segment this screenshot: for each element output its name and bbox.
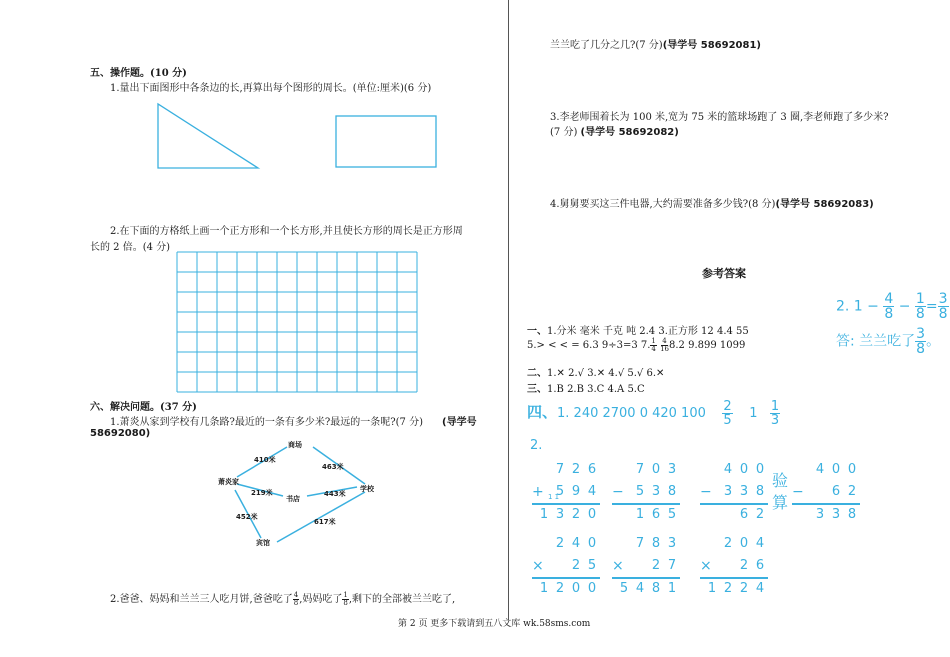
calc-top-row: 2 0 4	[723, 536, 765, 551]
question-6-4: 4.舅舅要买这三件电器,大约需要准备多少钱?(8 分)(导学号 58692083)	[550, 199, 874, 210]
calc-operator: −	[700, 484, 712, 500]
calc-result-row: 1 2 2 4	[707, 581, 765, 596]
calc-line	[612, 503, 680, 505]
map-distance-410: 410米	[254, 456, 276, 464]
triangle-figure	[158, 104, 258, 168]
calc-middle-row: 2 5	[571, 558, 597, 573]
map-mall: 商场	[288, 441, 302, 449]
calc-top-row: 2 4 0	[555, 536, 597, 551]
map-distance-443: 443米	[324, 490, 346, 498]
calc-carry: 1 1	[548, 493, 560, 501]
question-5-1: 1.量出下面图形中各条边的长,再算出每个图形的周长。(单位:厘米)(6 分)	[110, 83, 432, 94]
question-6-2: 2.爸爸、妈妈和兰兰三人吃月饼,爸爸吃了 $\frac{4}{8}$ ,妈妈吃了 $\frac{1}{8}$ ,剩下的全部被兰兰吃了,	[110, 591, 456, 607]
question-6-1-guide-b: 58692080)	[90, 428, 151, 439]
calc-line	[532, 577, 600, 579]
answer-1-line1: 一、1.分米 毫米 千克 吨 2.4 3.正方形 12 4.4 55	[527, 326, 749, 337]
question-6-3-line2: (7 分) (导学号 58692082)	[550, 127, 679, 138]
question-6-3-line1: 3.李老师围着长为 100 米,宽为 75 米的篮球场跑了 3 圈,李老师跑了多少米?	[550, 112, 889, 123]
calc-line	[612, 577, 680, 579]
map-distance-617: 617米	[314, 518, 336, 526]
footer: 第 2 页 更多下载请到五八文库 wk.58sms.com	[398, 619, 591, 629]
answer-1-line2: 5.> < < = 6.3 9÷3=3 7. $\frac{1}{4}$ $\frac{4}{16}$ 8.2 9.899 1099	[527, 337, 746, 353]
answer-3: 三、1.B 2.B 3.C 4.A 5.C	[527, 384, 645, 395]
calc-operator: ×	[532, 558, 544, 574]
question-6-1-line1: 1.萧炎从家到学校有几条路?最近的一条有多少米?最远的一条呢?(7 分)	[110, 417, 423, 428]
grid-paper	[175, 250, 421, 395]
calc-line	[700, 503, 768, 505]
calc-top-row: 7 0 3	[635, 462, 677, 477]
calc-middle-row: 5 9 4	[555, 484, 597, 499]
map-distance-463: 463米	[322, 463, 344, 471]
calc-top-row: 7 8 3	[635, 536, 677, 551]
check-label: 验算	[772, 471, 789, 512]
rectangle-figure	[336, 116, 436, 167]
calc-result-row: 6 2	[739, 507, 765, 522]
calc-line	[700, 577, 768, 579]
answer-4-line1: 四、1. 240 2700 0 420 100 $\frac{2}{5}$ 1 $\frac{1}{3}$	[527, 399, 780, 428]
calc-top-row: 7 2 6	[555, 462, 597, 477]
question-5-2-line1: 2.在下面的方格纸上画一个正方形和一个长方形,并且使长方形的周长是正方形周	[110, 226, 463, 237]
section-6-title: 六、解决问题。(37 分)	[90, 402, 197, 413]
fraction-2-5: $\frac{2}{5}$	[723, 399, 732, 428]
calc-middle-row: 5 3 8	[635, 484, 677, 499]
calc-middle-row: 6 2	[831, 484, 857, 499]
side-answer-text: 答: 兰兰吃了 $\frac{3}{8}$ 。	[836, 326, 941, 357]
answer-4-2-label: 2.	[530, 438, 543, 453]
calc-operator: −	[792, 484, 804, 500]
side-answer-equation: 2. 1 − $\frac{4}{8}$ − $\frac{1}{8}$ = $\frac{3}{8}$	[836, 291, 948, 322]
answers-title: 参考答案	[702, 267, 746, 280]
calc-middle-row: 3 3 8	[723, 484, 765, 499]
section-5-title: 五、操作题。(10 分)	[90, 68, 187, 79]
calc-operator: −	[612, 484, 624, 500]
calc-result-row: 1 3 2 0	[539, 507, 597, 522]
calc-result-row: 5 4 8 1	[619, 581, 677, 596]
fraction-4-8: $\frac{4}{8}$	[293, 591, 299, 607]
calc-operator: +	[532, 484, 544, 500]
calc-middle-row: 2 7	[651, 558, 677, 573]
map-distance-219: 219米	[251, 489, 273, 497]
calc-result-row: 1 2 0 0	[539, 581, 597, 596]
calc-result-row: 3 3 8	[815, 507, 857, 522]
calc-operator: ×	[700, 558, 712, 574]
map-school: 学校	[360, 485, 374, 493]
route-map	[205, 432, 405, 552]
calc-line	[532, 503, 600, 505]
fraction-4-16: $\frac{4}{16}$	[660, 337, 669, 353]
fraction-1-8: $\frac{1}{8}$	[343, 591, 348, 607]
calc-top-row: 4 0 0	[723, 462, 765, 477]
map-home: 萧炎家	[218, 478, 239, 486]
question-6-2-continued: 兰兰吃了几分之几?(7 分)(导学号 58692081)	[550, 40, 762, 51]
question-6-1-guide-a: (导学号	[442, 417, 477, 428]
map-distance-452: 452米	[236, 513, 258, 521]
calc-top-row: 4 0 0	[815, 462, 857, 477]
map-bookstore: 书店	[286, 495, 300, 503]
fraction-1-3: $\frac{1}{3}$	[770, 399, 780, 428]
calc-middle-row: 2 6	[739, 558, 765, 573]
map-hotel: 宾馆	[256, 539, 270, 547]
calc-operator: ×	[612, 558, 624, 574]
answer-2: 二、1.✕ 2.√ 3.✕ 4.√ 5.√ 6.✕	[527, 368, 665, 379]
column-divider	[508, 0, 509, 620]
fraction-1-4: $\frac{1}{4}$	[651, 337, 656, 353]
calc-result-row: 1 6 5	[635, 507, 677, 522]
question-5-2-line2: 长的 2 倍。(4 分)	[90, 242, 171, 253]
calc-line	[792, 503, 860, 505]
measure-figures	[150, 100, 450, 175]
